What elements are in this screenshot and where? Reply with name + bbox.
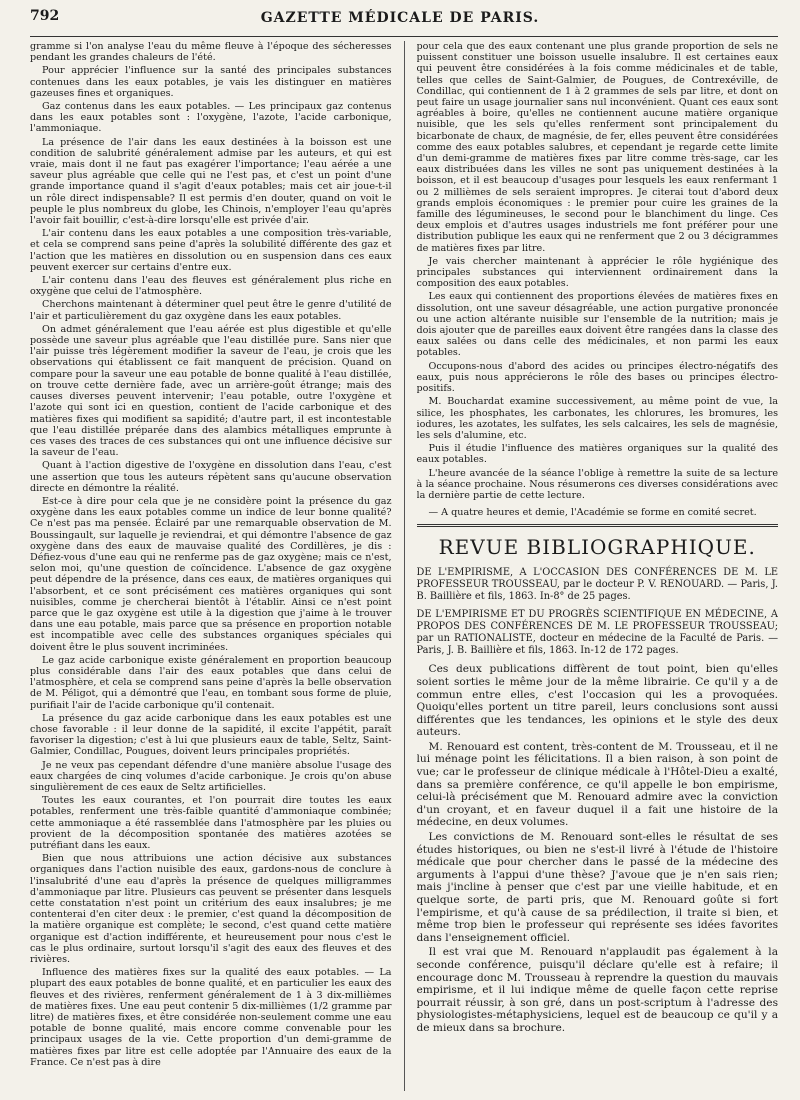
paragraph: L'air contenu dans l'eau des fleuves est généralement plus riche en oxygène que celui de l'atmosphère. bbox=[30, 275, 392, 298]
paragraph: Cherchons maintenant à déterminer quel peut être le genre d'utilité de l'air et particulièrement du gaz oxygène dans les eaux potables. bbox=[30, 299, 392, 322]
paragraph: Le gaz acide carbonique existe généralement en proportion beaucoup plus considérable dans l'air des eaux potables que dans celui de l'atmosphère, et cela se comprend sans peine d'après la belle observation de M. Péligot, qui a démontré que l'eau, en tombant sous forme de pluie, purifiait l'air de l'acide carbonique qu'il contenait. bbox=[30, 654, 392, 711]
paragraph: — A quatre heures et demie, l'Académie se forme en comité secret. bbox=[428, 507, 757, 519]
review-paragraph: Ces deux publications diffèrent de tout point, bien qu'elles soient sorties le même jour de la même librairie. Ce qu'il y a de commun entre elles, c'est l'occasion qui les a provoquées. Quoiqu'elles portent un titre pareil, leurs conclusions sont aussi différentes que les tendances, les opinions et le style des deux auteurs. bbox=[416, 663, 779, 739]
paragraph: Les eaux qui contiennent des proportions élevées de matières fixes en dissolution, ont une saveur désagréable, une action purgative prononcée ou une action altérante nuisible sur l'ensemble de la nutrition; mais je dois ajouter que de pareilles eaux doivent être rangées dans la classe des eaux salées ou dans celle des médicinales, et non parmi les eaux potables. bbox=[416, 291, 779, 359]
journal-title: GAZETTE MÉDICALE DE PARIS. bbox=[260, 10, 540, 26]
page-number: 792 bbox=[30, 8, 60, 24]
paragraph: Bien que nous attribuions une action décisive aux substances organiques dans l'action nuisible des eaux, gardons-nous de conclure à l'insalubrité d'une eau d'après la présence de quelques milligrammes d'ammoniaque par litre. Plusieurs cas peuvent se présenter dans lesquels cette constatation n'est point un critérium des eaux insalubres; je me contenterai d'en citer deux : le premier, c'est quand la décomposition de la matière organique est complète; le second, c'est quand cette matière organique est d'action indifférente, et heureusement pour nous c'est le cas le plus ordinaire, surtout lorsqu'il s'agit des eaux des fleuves et des rivières. bbox=[30, 853, 392, 966]
paragraph: L'heure avancée de la séance l'oblige à remettre la suite de sa lecture à la séance prochaine. Nous résumerons ces diverses considérations avec la dernière partie de cette lecture. bbox=[416, 467, 779, 501]
paragraph: Toutes les eaux courantes, et l'on pourrait dire toutes les eaux potables, renferment une très-faible quantité d'ammoniaque combinée; cette ammoniaque a été rassemblée dans l'atmosphère par les pluies ou provient de la décomposition spontanée des matières azotées se putréfiant dans les eaux. bbox=[30, 795, 392, 852]
paragraph: M. Bouchardat examine successivement, au même point de vue, la silice, les phosphates, les carbonates, les chlorures, les bromures, les iodures, les azotates, les sulfates, les sels calcaires, les sels de magnésie, les sels d'alumine, etc. bbox=[416, 396, 779, 441]
paragraph: Je vais chercher maintenant à apprécier le rôle hygiénique des principales substances qui interviennent ordinairement dans la composition des eaux potables. bbox=[416, 255, 779, 290]
paragraph: gramme si l'on analyse l'eau du même fleuve à l'époque des sécheresses pendant les grandes chaleurs de l'été. bbox=[30, 41, 392, 64]
paragraph: Je ne veux pas cependant défendre d'une manière absolue l'usage des eaux chargées de cinq volumes d'acide carbonique. Je crois qu'on abuse singulièrement de ces eaux de Seltz artificielles. bbox=[30, 759, 392, 793]
paragraph: La présence du gaz acide carbonique dans les eaux potables est une chose favorable : il leur donne de la sapidité, il excite l'appétit, paraît favoriser la digestion; c'est à lui que plusieurs eaux de table, Seltz, Saint-Galmier, Condillac, Pougues, doivent leurs principales propriétés. bbox=[30, 712, 392, 758]
paragraph: L'air contenu dans les eaux potables a une composition très-variable, et cela se comprend sans peine d'après la solubilité différente des gaz et l'action que les matières en dissolution ou en suspension dans ces eaux peuvent exercer sur certains d'entre eux. bbox=[30, 228, 392, 273]
column-divider bbox=[404, 41, 405, 1091]
bibliographic-reference: DE L'EMPIRISME, A L'OCCASION DES CONFÉRENCES DE M. LE PROFESSEUR TROUSSEAU, par le docteur P. V. RENOUARD. — Paris, J. B. Baillière et fils, 1863. In-8° de 25 pages. bbox=[416, 567, 779, 603]
paragraph: Est-ce à dire pour cela que je ne considère point la présence du gaz oxygène dans les eaux potables comme un indice de leur bonne qualité? Ce n'est pas ma pensée. Éclairé par une remarquable observation de M. Boussingault, sur laquelle je reviendrai, et qui démontre l'absence de gaz oxygène dans des eaux de mauvaise qualité des Cordillères, je dis : Défiez-vous d'une eau qui ne renferme pas de gaz oxygène; mais ce n'est, selon moi, qu'une question de coïncidence. L'absence de gaz oxygène peut dépendre de la présence, dans ces eaux, de matières organiques qui l'absorbent, et ce sont précisément ces matières organiques qui sont nuisibles, comme je chercherai bientôt à l'établir. Ainsi ce n'est point parce que le gaz oxygène est utile à la digestion que j'aime à le trouver dans une eau potable, mais parce que sa présence en proportion notable est incompatible avec celle des substances organiques spéciales qui doivent être le plus souvent incriminées. bbox=[30, 495, 392, 653]
header-rule bbox=[30, 36, 778, 37]
review-paragraph: Il est vrai que M. Renouard n'applaudit pas également à la seconde conférence, puisqu'il déclare qu'elle est à refaire; il encourage donc M. Trousseau à reprendre la question du mauvais empirisme, et il lui indique même de quelle façon cette reprise pourrait réussir, à son gré, dans un post-scriptum à l'adresse des physiologistes-métaphysiciens, lequel est de beaucoup ce qu'il y a de mieux dans sa brochure. bbox=[416, 946, 779, 1034]
right-column bbox=[417, 41, 779, 1091]
review-paragraph: M. Renouard est content, très-content de M. Trousseau, et il ne lui ménage point les félicitations. Il a bien raison, à son point de vue; car le professeur de clinique médicale à l'Hôtel-Dieu a exalté, dans sa première conférence, ce qu'il appelle le bon empirisme, celui-là précisément que M. Renouard admire avec la conviction d'un croyant, et en faveur duquel il a fait une histoire de la médecine, en deux volumes. bbox=[416, 740, 779, 829]
review-paragraph: Les convictions de M. Renouard sont-elles le résultat de ses études historiques, ou bien ne s'est-il livré à l'étude de l'histoire médicale que pour chercher dans le passé de la médecine des arguments à l'appui d'une thèse? J'avoue que je n'en sais rien; mais j'incline à penser que c'est par une vieille habitude, et en quelque sorte, de parti pris, que M. Renouard goûte si fort l'empirisme, et qu'à cause de sa prédilection, il traite si bien, et même trop bien le professeur qui représente ses idées favorites dans l'enseignement officiel. bbox=[416, 831, 779, 944]
left-column bbox=[30, 41, 392, 1091]
paragraph: Pour apprécier l'influence sur la santé des principales substances contenues dans les eaux potables, je vais les distinguer en matières gazeuses fines et organiques. bbox=[30, 65, 392, 99]
bibliographic-reference: DE L'EMPIRISME ET DU PROGRÈS SCIENTIFIQUE EN MÉDECINE, A PROPOS DES CONFÉRENCES DE M. LE PROFESSEUR TROUSSEAU; par un RATIONALISTE, docteur en médecine de la Faculté de Paris. — Paris, J. B. Baillière et fils, 1863. In-12 de 172 pages. bbox=[416, 609, 779, 657]
section-rule bbox=[417, 524, 779, 527]
paragraph: pour cela que des eaux contenant une plus grande proportion de sels ne puissent constituer une boisson usuelle insalubre. Il est certaines eaux qui peuvent être considérées à la fois comme médicinales et de table, telles que celles de Saint-Galmier, de Pougues, de Contrexéville, de Condillac, qui contiennent de 1 à 2 grammes de sels par litre, et dont on peut faire un usage journalier sans nul inconvénient. Quant ces eaux sont agréables à boire, qu'elles ne contiennent aucune matière organique nuisible, que les sels qu'elles renferment sont principalement du bicarbonate de chaux, de magnésie, de fer, elles peuvent être considérées comme des eaux potables salubres, et cependant je regarde cette limite d'un demi-gramme de matières fixes par litre comme très-sage, car les eaux distribuées dans les villes ne sont pas uniquement destinées à la boisson, et il est beaucoup d'usages pour lesquels les eaux renfermant 1 ou 2 millièmes de sels seraient impropres. Je citerai tout d'abord deux grands emplois économiques : le premier pour cuire les graines de la famille des légumineuses, le second pour le blanchiment du linge. Ces deux emplois et d'autres usages industriels me font préférer pour une distribution publique les eaux qui ne renferment que 2 ou 3 décigrammes de matières fixes par litre. bbox=[416, 41, 779, 254]
paragraph: Occupons-nous d'abord des acides ou principes électro-négatifs des eaux, puis nous apprécierons le rôle des bases ou principes électro-positifs. bbox=[416, 360, 779, 395]
paragraph: Puis il étudie l'influence des matières organiques sur la qualité des eaux potables. bbox=[416, 443, 779, 466]
paragraph: Quant à l'action digestive de l'oxygène en dissolution dans l'eau, c'est une assertion que tous les auteurs répètent sans qu'aucune observation directe en démontre la réalité. bbox=[30, 460, 392, 494]
paragraph: On admet généralement que l'eau aérée est plus digestible et qu'elle possède une saveur plus agréable que l'eau distillée pure. Sans nier que l'air puisse très légèrement modifier la saveur de l'eau, je crois que les observations qui établissent ce fait manquent de précision. Quand on compare pour la saveur une eau potable de bonne qualité à l'eau distillée, on trouve cette dernière fade, avec un arrière-goût étrange; mais des causes diverses peuvent intervenir; l'eau potable, outre l'oxygène et l'azote qui sont ici en question, contient de l'acide carbonique et des matières fixes qui modifient sa sapidité; d'autre part, il est incontestable que l'eau distillée préparée dans des alambics métalliques emprunte à ces vases des traces de ces substances qui ont une influence décisive sur la saveur de l'eau. bbox=[30, 323, 392, 459]
section-title: REVUE BIBLIOGRAPHIQUE. bbox=[438, 535, 756, 560]
paragraph: Influence des matières fixes sur la qualité des eaux potables. — La plupart des eaux potables de bonne qualité, et en particulier les eaux des fleuves et des rivières, renferment généralement de 1 à 3 dix-millièmes de matières fixes. Une eau peut contenir 5 dix-millièmes (1/2 gramme par litre) de matières fixes, et être considérée non-seulement comme une eau potable de bonne qualité, mais encore comme convenable pour les principaux usages de la vie. Cette proportion d'un demi-gramme de matières fixes par litre est celle adoptée par l'Annuaire des eaux de la France. Ce n'est pas à dire bbox=[30, 967, 392, 1068]
paragraph: Gaz contenus dans les eaux potables. — Les principaux gaz contenus dans les eaux potables sont : l'oxygène, l'azote, l'acide carbonique, l'ammoniaque. bbox=[30, 101, 392, 135]
paragraph: La présence de l'air dans les eaux destinées à la boisson est une condition de salubrité généralement admise par les auteurs, et qui est vraie, mais dont il ne faut pas exagérer l'importance; l'eau aérée a une saveur plus agréable que celle qui ne l'est pas, et c'est un point d'une grande importance quand il s'agit d'eaux potables; mais cet air joue-t-il un rôle direct indispensable? Il est permis d'en douter, quand on voit le peuple le plus nombreux du globe, les Chinois, n'employer l'eau qu'après l'avoir fait bouillir, c'est-à-dire lorsqu'elle est privée d'air. bbox=[30, 136, 392, 227]
